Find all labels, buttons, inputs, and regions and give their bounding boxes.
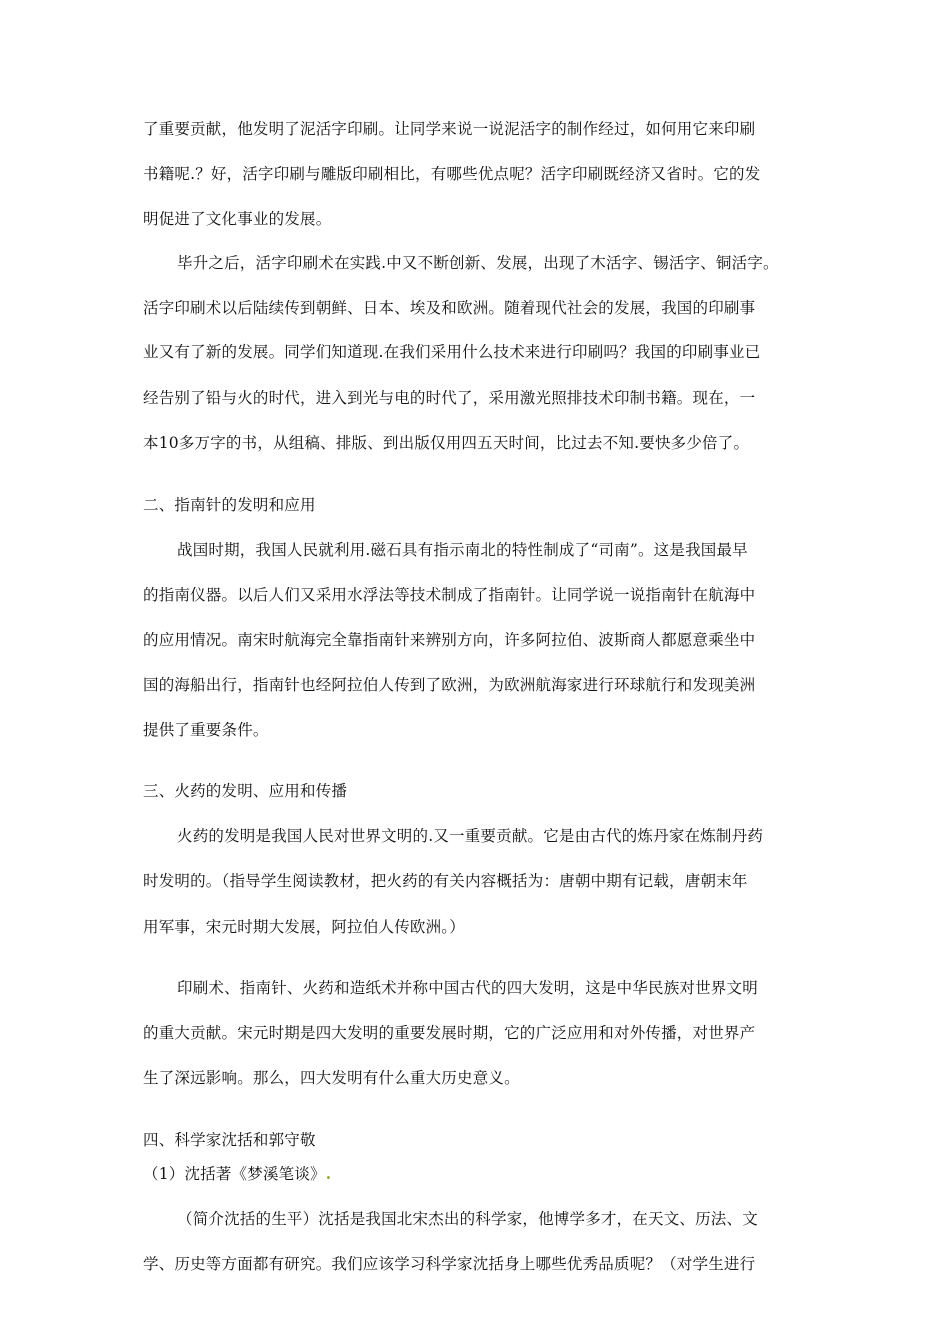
text-line: 书籍呢.？好，活字印刷与雕版印刷相比，有哪些优点呢？活字印刷既经济又省时。它的发 — [143, 165, 761, 183]
text-line: 活字印刷术以后陆续传到朝鲜、日本、埃及和欧洲。随着现代社会的发展，我国的印刷事 — [143, 299, 756, 317]
section-heading: 三、火药的发明、应用和传播 — [143, 782, 348, 800]
text-line: 的重大贡献。宋元时期是四大发明的重要发展时期，它的广泛应用和对外传播，对世界产 — [143, 1024, 756, 1042]
subheading-text: （1）沈括著《梦溪笔谈》 — [143, 1165, 326, 1183]
text-line: 业又有了新的发展。同学们知道现.在我们采用什么技术来进行印刷吗？我国的印刷事业已 — [143, 343, 761, 361]
subheading-shenkuo — [143, 1164, 331, 1184]
text-line: 火药的发明是我国人民对世界文明的.又一重要贡献。它是由古代的炼丹家在炼制丹药 — [177, 827, 764, 845]
section-heading: 四、科学家沈括和郭守敬 — [143, 1131, 316, 1149]
section-heading: 二、指南针的发明和应用 — [143, 496, 316, 514]
text-line: 用军事，宋元时期大发展，阿拉伯人传欧洲。） — [143, 918, 465, 936]
text-line: 明促进了文化事业的发展。 — [143, 210, 332, 228]
text-line: （简介沈括的生平）沈括是我国北宋杰出的科学家，他博学多才，在天文、历法、文 — [177, 1210, 758, 1228]
text-line: 了重要贡献，他发明了泥活字印刷。让同学来说一说泥活字的制作经过，如何用它来印刷 — [143, 120, 756, 138]
text-line: 时发明的。（指导学生阅读教材，把火药的有关内容概括为：唐朝中期有记载，唐朝末年 — [143, 872, 748, 890]
subheading-mark: . — [325, 1164, 332, 1183]
text-line: 毕升之后，活字印刷术在实践.中又不断创新、发展，出现了木活字、锡活字、铜活字。 — [177, 254, 779, 272]
text-line: 战国时期，我国人民就利用.磁石具有指示南北的特性制成了“司南”。这是我国最早 — [177, 541, 748, 559]
text-line: 的指南仪器。以后人们又采用水浮法等技术制成了指南针。让同学说一说指南针在航海中 — [143, 586, 756, 604]
text-line: 生了深远影响。那么，四大发明有什么重大历史意义。 — [143, 1069, 520, 1087]
text-line: 本10多万字的书，从组稿、排版、到出版仅用四五天时间，比过去不知.要快多少倍了。 — [143, 434, 750, 452]
text-line: 提供了重要条件。 — [143, 721, 269, 739]
text-line: 学、历史等方面都有研究。我们应该学习科学家沈括身上哪些优秀品质呢？（对学生进行 — [143, 1255, 756, 1273]
text-line: 的应用情况。南宋时航海完全靠指南针来辨别方向，许多阿拉伯、波斯商人都愿意乘坐中 — [143, 631, 756, 649]
text-line: 经告别了铅与火的时代，进入到光与电的时代了，采用激光照排技术印制书籍。现在，一 — [143, 389, 756, 407]
text-line: 印刷术、指南针、火药和造纸术并称中国古代的四大发明，这是中华民族对世界文明 — [177, 979, 758, 997]
text-line: 国的海船出行，指南针也经阿拉伯人传到了欧洲，为欧洲航海家进行环球航行和发现美洲 — [143, 676, 756, 694]
